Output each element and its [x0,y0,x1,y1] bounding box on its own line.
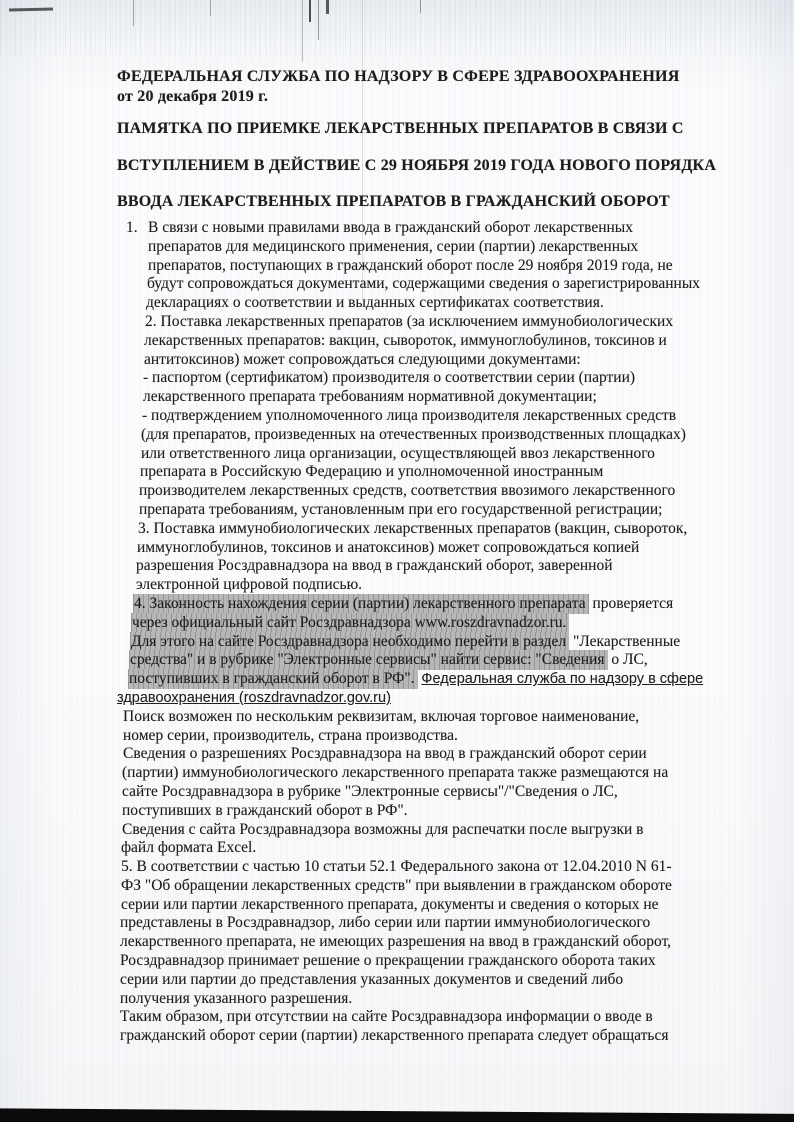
text-line [0,219,794,238]
body-text: ФЗ "Об обращении лекарственных средств" при выявлении в гражданском обороте [121,876,672,894]
body-text: серии или партии лекарственного препарата, документы и сведения о которых не [121,895,659,913]
text-line [0,877,794,896]
body-text: сайте Росздравнадзора в рубрике "Электронные сервисы"/"Сведения о ЛС, [122,782,618,800]
text-line [0,858,794,877]
scan-noise-strip [0,0,794,55]
body-text: - паспортом (сертификатом) производителя о соответствии серии (партии) [143,369,636,387]
text-line [0,275,794,294]
body-text: электронной цифровой подписью. [136,576,363,594]
highlighted-text: средства" и в рубрике "Электронные сервисы" найти сервис: "Сведения [129,650,608,670]
text-line [0,764,794,783]
scan-artifact-streak [326,0,329,14]
text-line [0,633,794,652]
text-line [0,539,794,558]
text-line [0,708,794,727]
text-line [0,745,794,764]
title-line: ПАМЯТКА ПО ПРИЕМКЕ ЛЕКАРСТВЕННЫХ ПРЕПАРАТОВ В СВЯЗИ С [117,120,684,137]
body-text: 5. В соответствии с частью 10 статьи 52.1 Федерального закона от 12.04.2010 N 61- [121,858,672,876]
text-line [0,576,794,595]
body-text: препарата в Российскую Федерацию и уполномоченной иностранным [140,463,604,481]
text-line [0,839,794,858]
body-text: иммуноглобулинов, токсинов и анатоксинов) может сопровождаться копией [137,538,640,556]
document-body [0,219,794,1046]
title-line: ВСТУПЛЕНИЕМ В ДЕЙСТВИЕ С 29 НОЯБРЯ 2019 ГОДА НОВОГО ПОРЯДКА [117,156,717,174]
body-text: препарата требованиям, установленным при его государственной регистрации; [139,500,663,518]
text-line [0,595,794,614]
site-link-text: Федеральная служба по надзору в сфере [421,671,704,688]
text-line [0,313,794,332]
text-line [0,501,794,520]
scan-artifact-streak [210,0,211,16]
text-line [0,896,794,915]
body-text: о ЛС, [607,651,648,669]
highlighted-text: Для этого на сайте Росздравнадзора необходимо перейти в раздел [130,632,569,652]
org-name: ФЕДЕРАЛЬНАЯ СЛУЖБА ПО НАДЗОРУ В СФЕРЕ ЗДРАВООХРАНЕНИЯ [117,68,680,85]
text-line [0,463,794,482]
list-number: 1. [126,219,138,236]
scan-artifact-streak [318,0,319,40]
body-text: серии или партии до представления указанных документов и сведений либо [120,970,624,988]
text-line [0,990,794,1009]
site-link-text: здравоохранения (roszdravnadzor.gov.ru) [117,689,391,706]
body-text: антитоксинов) может сопровождаться следующими документами: [144,350,581,368]
body-text: 2. Поставка лекарственных препаратов (за исключением иммунобиологических [145,312,674,330]
body-text: файл формата Excel. [121,839,257,857]
text-line [0,952,794,971]
body-text: препаратов, поступающих в гражданский оборот после 29 ноября 2019 года, не [148,256,673,274]
body-text: гражданский оборот серии (партии) лекарственного препарата следует обращаться [120,1027,669,1045]
body-text: Поиск возможен по нескольким реквизитам, включая торговое наименование, [123,707,640,725]
text-line [0,783,794,802]
scan-artifact-streak [302,0,303,62]
scan-artifact-streak [420,0,421,13]
text-line [0,914,794,933]
body-text: проверяется [588,594,674,612]
scan-artifact-streak [133,0,134,26]
body-text: (для препаратов, произведенных на отечественных производственных площадках) [141,425,686,443]
text-line [0,520,794,539]
body-text: лекарственных препаратов: вакцин, сывороток, иммуноглобулинов, токсинов и [144,331,667,349]
text-line [0,294,794,313]
body-text: будут сопровождаться документами, содержащими сведения о зарегистрированных [147,275,701,293]
body-text: Сведения о разрешениях Росздравнадзора на ввод в гражданский оборот серии [123,745,647,763]
body-text: Сведения с сайта Росздравнадзора возможны для распечатки после выгрузки в [122,820,644,838]
body-text: Росздравнадзор принимает решение о прекращении гражданского оборота таких [120,952,656,970]
body-text: декларациях о соответствии и выданных сертификатах соответствия. [146,294,604,312]
text-line [0,933,794,952]
text-line [0,388,794,407]
text-line [0,482,794,501]
text-line [0,1027,794,1046]
text-line [0,727,794,746]
body-text: разрешения Росздравнадзора на ввод в гражданский оборот, заверенной [136,557,613,575]
text-line [0,369,794,388]
text-line [0,238,794,257]
body-text: (партии) иммунобиологического лекарственного препарата также размещаются на [122,764,669,782]
document-header [117,67,679,106]
body-text: - подтверждением уполномоченного лица производителя лекарственных средств [142,406,677,424]
body-text: или ответственного лица организации, осуществляющей ввоз лекарственного [141,444,655,462]
text-line [0,802,794,821]
body-text: производителем лекарственных средств, соответствия ввозимого лекарственного [139,482,676,500]
body-text: получения указанного разрешения. [120,989,353,1007]
text-line [0,821,794,840]
body-text: представлены в Росздравнадзор, либо серии или партии иммунобиологического [120,914,651,932]
text-line [0,445,794,464]
text-line [0,332,794,351]
body-text: лекарственного препарата, не имеющих разрешения на ввод в гражданский оборот, [120,933,672,951]
text-line [0,651,794,670]
title-line: ВВОДА ЛЕКАРСТВЕННЫХ ПРЕПАРАТОВ В ГРАЖДАНСКИЙ ОБОРОТ [117,193,670,210]
highlighted-text: 4. Законность нахождения серии (партии) лекарственного препарата [133,594,589,614]
text-line [0,407,794,426]
body-text: 3. Поставка иммунобиологических лекарственных препаратов (вакцин, сывороток, [138,519,688,537]
scan-artifact-streak [309,0,311,22]
body-text: лекарственного препарата требованиям нормативной документации; [143,388,597,406]
text-line [0,426,794,445]
highlighted-text: через официальный сайт Росздравнадзора www.roszdravnadzor.ru. [131,613,569,633]
highlighted-text: поступивших в гражданский оборот в РФ". [128,669,418,689]
body-text: номер серии, производитель, страна производства. [123,726,458,744]
doc-date: от 20 декабря 2019 г. [117,87,269,105]
text-line [0,670,794,689]
text-line [0,971,794,990]
body-text: поступивших в гражданский оборот в РФ". [122,801,408,819]
text-line [0,557,794,576]
text-line [0,689,794,708]
text-line [0,1008,794,1027]
page-title [117,111,716,221]
body-text: В связи с новыми правилами ввода в гражданский оборот лекарственных [148,219,633,236]
body-text: Таким образом, при отсутствии на сайте Росздравнадзора информации о вводе в [120,1008,653,1026]
body-text: "Лекарственные [569,632,681,650]
text-line [0,351,794,370]
scan-edge-band [0,1105,794,1122]
body-text: препаратов для медицинского применения, серии (партии) лекарственных [148,237,639,255]
text-line [0,614,794,633]
text-line [0,257,794,276]
